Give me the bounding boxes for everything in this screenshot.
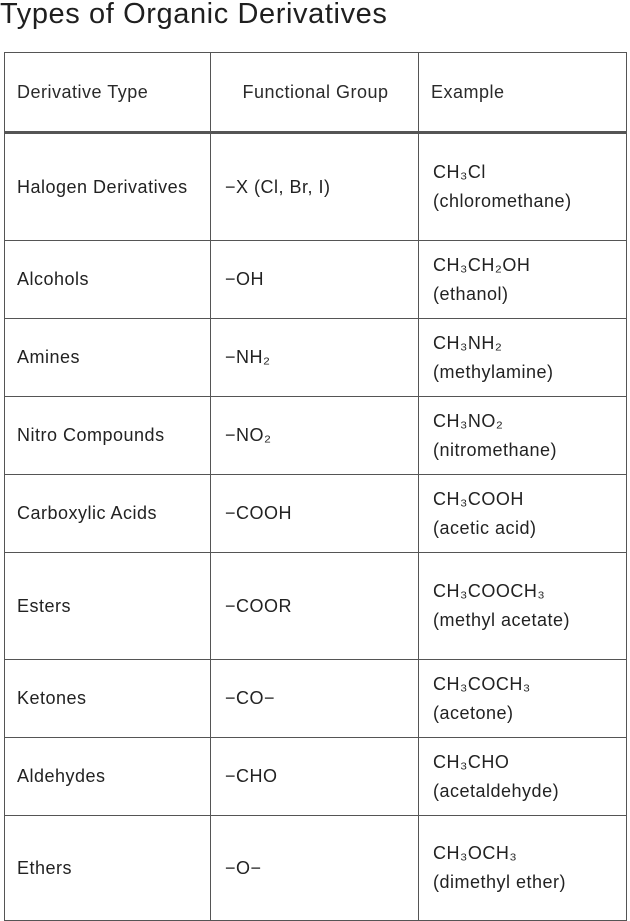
functional-group-cell: −O−: [211, 816, 419, 921]
functional-group-cell: −X (Cl, Br, I): [211, 133, 419, 241]
table-row: [5, 397, 627, 475]
table-row: [5, 241, 627, 319]
column-header-derivative-type: Derivative Type: [5, 53, 211, 133]
functional-group-cell: −CO−: [211, 660, 419, 738]
example-formula: CH₃NO₂: [433, 410, 504, 431]
example-cell: [419, 475, 627, 553]
example-cell: [419, 816, 627, 921]
example-name: (chloromethane): [433, 191, 572, 211]
example-cell: [419, 133, 627, 241]
table-header-row: [5, 53, 627, 133]
derivative-type-cell: Alcohols: [5, 241, 211, 319]
table-row: [5, 133, 627, 241]
example-name: (nitromethane): [433, 439, 558, 460]
functional-group-cell: −NO₂: [211, 397, 419, 475]
example-formula: CH₃COOH: [433, 488, 524, 509]
example-cell: [419, 553, 627, 660]
example-cell: [419, 660, 627, 738]
table-row: [5, 319, 627, 397]
example-formula: CH₃NH₂: [433, 332, 503, 353]
example-cell: [419, 397, 627, 475]
example-cell: [419, 319, 627, 397]
derivative-type-cell: Nitro Compounds: [5, 397, 211, 475]
table-row: [5, 816, 627, 921]
functional-group-cell: −OH: [211, 241, 419, 319]
functional-group-cell: −CHO: [211, 738, 419, 816]
table-row: [5, 660, 627, 738]
table-row: [5, 553, 627, 660]
page-title: Types of Organic Derivatives: [0, 0, 388, 30]
example-name: (acetaldehyde): [433, 780, 560, 801]
column-header-functional-group: Functional Group: [211, 53, 419, 133]
derivatives-table: [4, 52, 627, 921]
derivative-type-cell: Ketones: [5, 660, 211, 738]
example-formula: CH₃CH₂OH: [433, 254, 531, 275]
example-name: (ethanol): [433, 283, 509, 304]
column-header-example: Example: [419, 53, 627, 133]
functional-group-cell: −NH₂: [211, 319, 419, 397]
derivative-type-cell: Halogen Derivatives: [5, 133, 211, 241]
derivative-type-cell: Ethers: [5, 816, 211, 921]
example-name: (methylamine): [433, 361, 554, 382]
example-name: (methyl acetate): [433, 610, 571, 630]
example-name: (dimethyl ether): [433, 872, 567, 892]
derivative-type-cell: Amines: [5, 319, 211, 397]
functional-group-cell: −COOR: [211, 553, 419, 660]
example-formula: CH₃COCH₃: [433, 673, 531, 694]
example-name: (acetone): [433, 702, 514, 723]
example-cell: [419, 738, 627, 816]
example-formula: CH₃Cl: [433, 162, 486, 182]
example-formula: CH₃COOCH₃: [433, 581, 546, 601]
example-formula: CH₃CHO: [433, 751, 510, 772]
derivative-type-cell: Carboxylic Acids: [5, 475, 211, 553]
example-cell: [419, 241, 627, 319]
functional-group-cell: −COOH: [211, 475, 419, 553]
derivative-type-cell: Aldehydes: [5, 738, 211, 816]
table-row: [5, 738, 627, 816]
example-name: (acetic acid): [433, 517, 537, 538]
example-formula: CH₃OCH₃: [433, 843, 518, 863]
derivative-type-cell: Esters: [5, 553, 211, 660]
table-row: [5, 475, 627, 553]
